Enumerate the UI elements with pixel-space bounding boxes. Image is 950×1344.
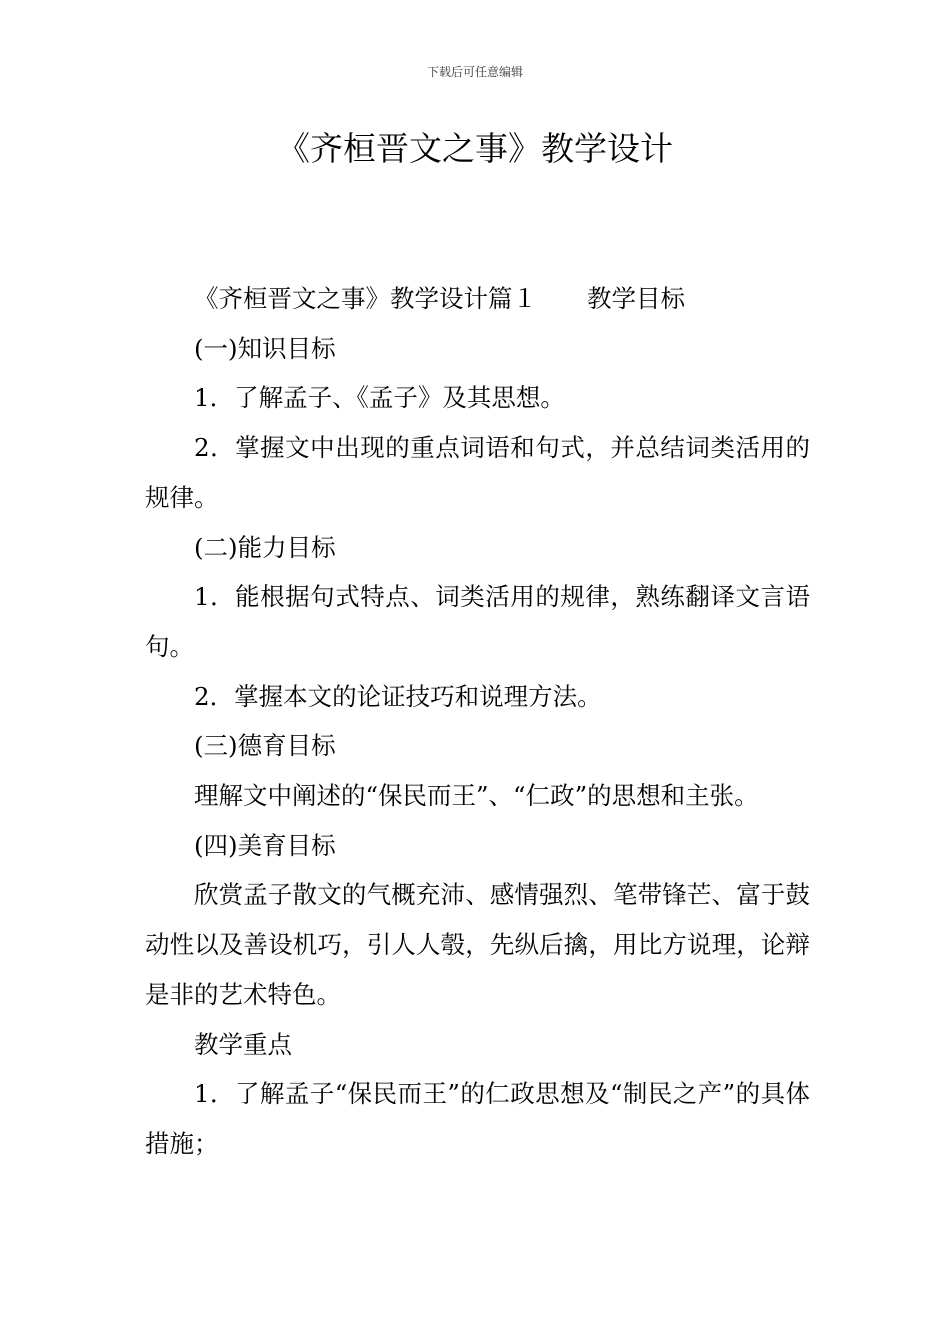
paragraph-moral: 理解文中阐述的“保民而王”、“仁政”的思想和主张。: [194, 781, 759, 811]
section-heading-title: 《齐桓晋文之事》教学设计篇１: [194, 284, 537, 313]
paragraph-knowledge-2: 2．掌握文中出现的重点词语和句式，并总结词类活用的规律。: [145, 433, 810, 512]
paragraph-knowledge-1: 1．了解孟子、《孟子》及其思想。: [194, 383, 565, 413]
paragraph-ability-1: 1．能根据句式特点、词类活用的规律，熟练翻译文言语句。: [145, 582, 810, 661]
heading-ability-goals: (二)能力目标: [194, 532, 336, 562]
document-body: [145, 274, 810, 1169]
heading-moral-goals: (三)德育目标: [194, 731, 336, 761]
heading-teaching-focus: 教学重点: [194, 1029, 292, 1059]
header-note: 下载后可任意编辑: [426, 65, 523, 79]
section-heading: [145, 274, 810, 324]
document-title: 《齐桓晋文之事》教学设计: [277, 129, 673, 168]
heading-aesthetic-goals: (四)美育目标: [194, 830, 336, 860]
paragraph-ability-2: 2．掌握本文的论证技巧和说理方法。: [194, 681, 602, 711]
heading-knowledge-goals: (一)知识目标: [194, 333, 336, 363]
paragraph-focus-1: 1．了解孟子“保民而王”的仁政思想及“制民之产”的具体措施；: [145, 1079, 810, 1158]
section-heading-subtitle: 教学目标: [587, 284, 685, 313]
paragraph-aesthetic: 欣赏孟子散文的气概充沛、感情强烈、笔带锋芒、富于鼓动性以及善设机巧，引人人彀，先纵后擒，用比方说理，论辩是非的艺术特色。: [145, 880, 810, 1009]
